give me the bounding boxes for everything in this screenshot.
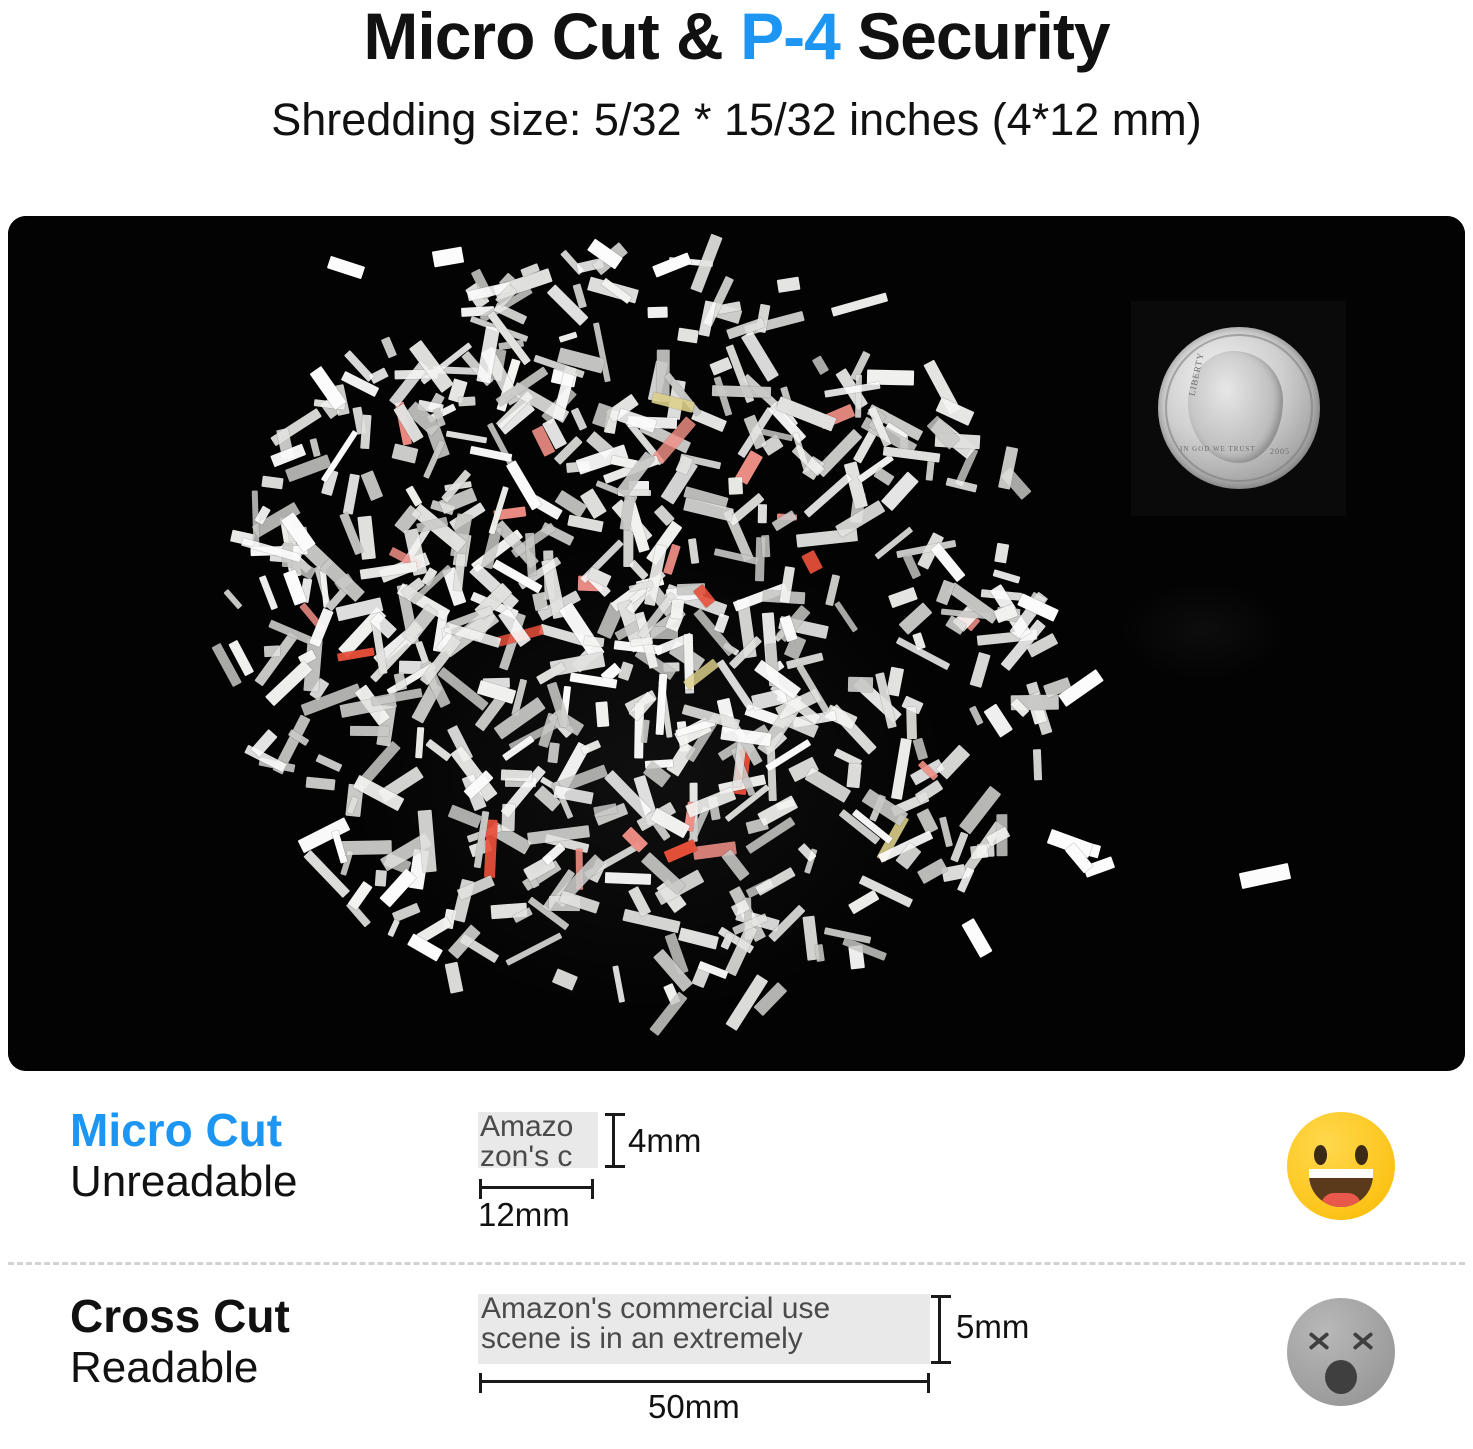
sad-eye-left (1307, 1328, 1331, 1352)
paper-shred (970, 652, 991, 688)
paper-shred (777, 277, 800, 293)
paper-shred (728, 477, 743, 495)
paper-shred (855, 374, 862, 417)
paper-shred (994, 543, 1009, 564)
paper-shred (936, 745, 970, 780)
happy-teeth (1309, 1169, 1373, 1178)
paper-shred (348, 881, 373, 910)
paper-shred (812, 355, 829, 374)
paper-shred (315, 754, 342, 772)
paper-shred (387, 919, 400, 937)
paper-shred (501, 770, 532, 782)
paper-shred (524, 533, 536, 577)
paper-shred (263, 646, 280, 658)
micro-cut-sample-line-2: zon's c (480, 1140, 573, 1168)
paper-shred (762, 535, 771, 557)
paper-shred (593, 322, 611, 382)
cross-cut-width-label: 50mm (648, 1388, 740, 1425)
paper-shred (670, 599, 684, 619)
paper-shred (899, 603, 933, 635)
paper-shred (414, 727, 423, 758)
paper-shred (309, 438, 320, 457)
paper-shred (844, 461, 868, 509)
dime-coin (1158, 327, 1320, 489)
paper-shred (623, 909, 681, 933)
coin-motto-text: IN GOD WE TRUST (1180, 445, 1256, 453)
paper-shred (567, 515, 604, 532)
paper-shred (971, 844, 989, 859)
paper-shred (612, 965, 625, 1003)
cross-cut-labels (70, 1292, 450, 1393)
paper-shred (446, 430, 488, 443)
coin-year-text: 2005 (1270, 447, 1290, 456)
paper-shred (375, 870, 387, 887)
paper-shred (678, 927, 719, 949)
paper-shred (570, 407, 586, 430)
paper-shred (618, 661, 634, 681)
micro-cut-title: Micro Cut (70, 1104, 283, 1156)
paper-shred (848, 676, 873, 691)
paper-shred (1033, 749, 1042, 781)
paper-shred-stray (432, 247, 464, 268)
confounded-face-icon (1287, 1298, 1395, 1406)
paper-shred (755, 866, 796, 895)
coin-inset (1131, 301, 1346, 516)
shredded-paper-pile (258, 241, 1098, 1031)
paper-shred (605, 872, 651, 885)
paper-shred (360, 414, 372, 448)
paper-shred (831, 293, 888, 317)
paper-shred (721, 850, 749, 882)
paper-shred (771, 511, 797, 532)
paper-shred (261, 476, 283, 490)
paper-shred (381, 336, 397, 358)
page-title (0, 2, 1473, 71)
paper-shred (758, 504, 767, 523)
cross-cut-height-marker (938, 1296, 941, 1362)
micro-cut-height-label: 4mm (628, 1122, 702, 1159)
paper-shred (552, 969, 578, 991)
paper-shred (548, 742, 560, 763)
paper-shred (712, 385, 772, 398)
paper-shred (890, 738, 911, 800)
paper-shred (664, 839, 698, 863)
paper-shred (983, 703, 1012, 737)
paper-shred (371, 689, 423, 707)
paper-shred (945, 478, 977, 493)
sad-mouth (1325, 1360, 1357, 1394)
paper-shred (906, 707, 916, 739)
micro-cut-width-marker (480, 1186, 592, 1189)
cross-cut-title: Cross Cut (70, 1290, 290, 1342)
paper-shred (558, 332, 577, 343)
cross-cut-sample-line-2: scene is in an extremely (481, 1322, 803, 1355)
paper-shred (834, 601, 858, 633)
cross-cut-height-label: 5mm (956, 1308, 1030, 1345)
paper-shred (306, 776, 336, 790)
paper-shred-stray (652, 252, 692, 277)
micro-cut-height-marker (612, 1114, 615, 1166)
paper-shred (628, 559, 648, 580)
page-subtitle: Shredding size: 5/32 * 15/32 inches (4*12 mm) (271, 94, 1202, 146)
happy-tongue (1321, 1193, 1361, 1207)
comparison-row-micro-cut (0, 1090, 1473, 1258)
paper-shred (714, 549, 759, 565)
micro-cut-width-label: 12mm (478, 1196, 570, 1233)
paper-shred (360, 470, 382, 501)
happy-mouth (1309, 1169, 1373, 1207)
paper-shred (444, 962, 463, 994)
paper-shred (595, 701, 609, 726)
paper-shred (687, 538, 699, 564)
paper-shred (801, 550, 823, 574)
paper-shred (580, 739, 601, 754)
paper-shred (458, 397, 476, 407)
micro-cut-sample-line-1: Amazo (480, 1112, 574, 1143)
paper-shred (930, 543, 965, 583)
paper-shred (393, 903, 421, 922)
paper-shred (358, 515, 376, 560)
cut-comparison (0, 1090, 1473, 1444)
paper-shred (950, 832, 969, 863)
paper-shred (506, 460, 541, 510)
micro-cut-paper-sample (478, 1112, 598, 1168)
paper-shred (694, 608, 736, 656)
paper-shred-stray (961, 918, 992, 958)
paper-shred (969, 706, 983, 726)
paper-shred (847, 763, 862, 788)
cross-cut-sample-line-1: Amazon's commercial use (481, 1294, 831, 1325)
coin-liberty-text: LIBERTY (1186, 351, 1206, 397)
paper-shred (258, 575, 277, 610)
paper-shred (677, 327, 698, 343)
sad-eye-right (1351, 1328, 1375, 1352)
comparison-row-cross-cut (0, 1276, 1473, 1444)
paper-shred (714, 613, 729, 633)
paper-shred (425, 739, 451, 762)
micro-cut-readability: Unreadable (70, 1157, 298, 1207)
paper-shred (913, 737, 928, 760)
cross-cut-width-marker (480, 1380, 928, 1383)
title-accent: P-4 (740, 0, 840, 73)
paper-shred (505, 933, 562, 967)
paper-shred (392, 443, 419, 463)
paper-shred (848, 889, 879, 914)
paper-shred (343, 474, 361, 515)
happy-eye-right (1355, 1145, 1368, 1165)
paper-shred-stray (327, 256, 365, 279)
header (0, 0, 1473, 145)
row-divider (8, 1262, 1465, 1265)
cross-cut-readability: Readable (70, 1343, 259, 1393)
title-part-two: Security (839, 0, 1110, 73)
paper-shred (939, 816, 953, 846)
paper-shred (873, 467, 894, 486)
paper-shred (648, 306, 668, 317)
paper-shred (350, 726, 389, 736)
title-part-one: Micro Cut & (363, 0, 741, 73)
paper-shred (888, 587, 918, 609)
grinning-face-icon (1287, 1112, 1395, 1220)
happy-eye-left (1314, 1145, 1327, 1165)
paper-shred (709, 356, 732, 375)
paper-shred (903, 554, 921, 580)
paper-shred (805, 768, 851, 803)
shredded-paper-photo (8, 216, 1465, 1071)
paper-shred (992, 570, 1020, 585)
paper-shred (501, 804, 515, 831)
micro-cut-labels (70, 1106, 450, 1207)
cross-cut-paper-sample (478, 1294, 930, 1364)
